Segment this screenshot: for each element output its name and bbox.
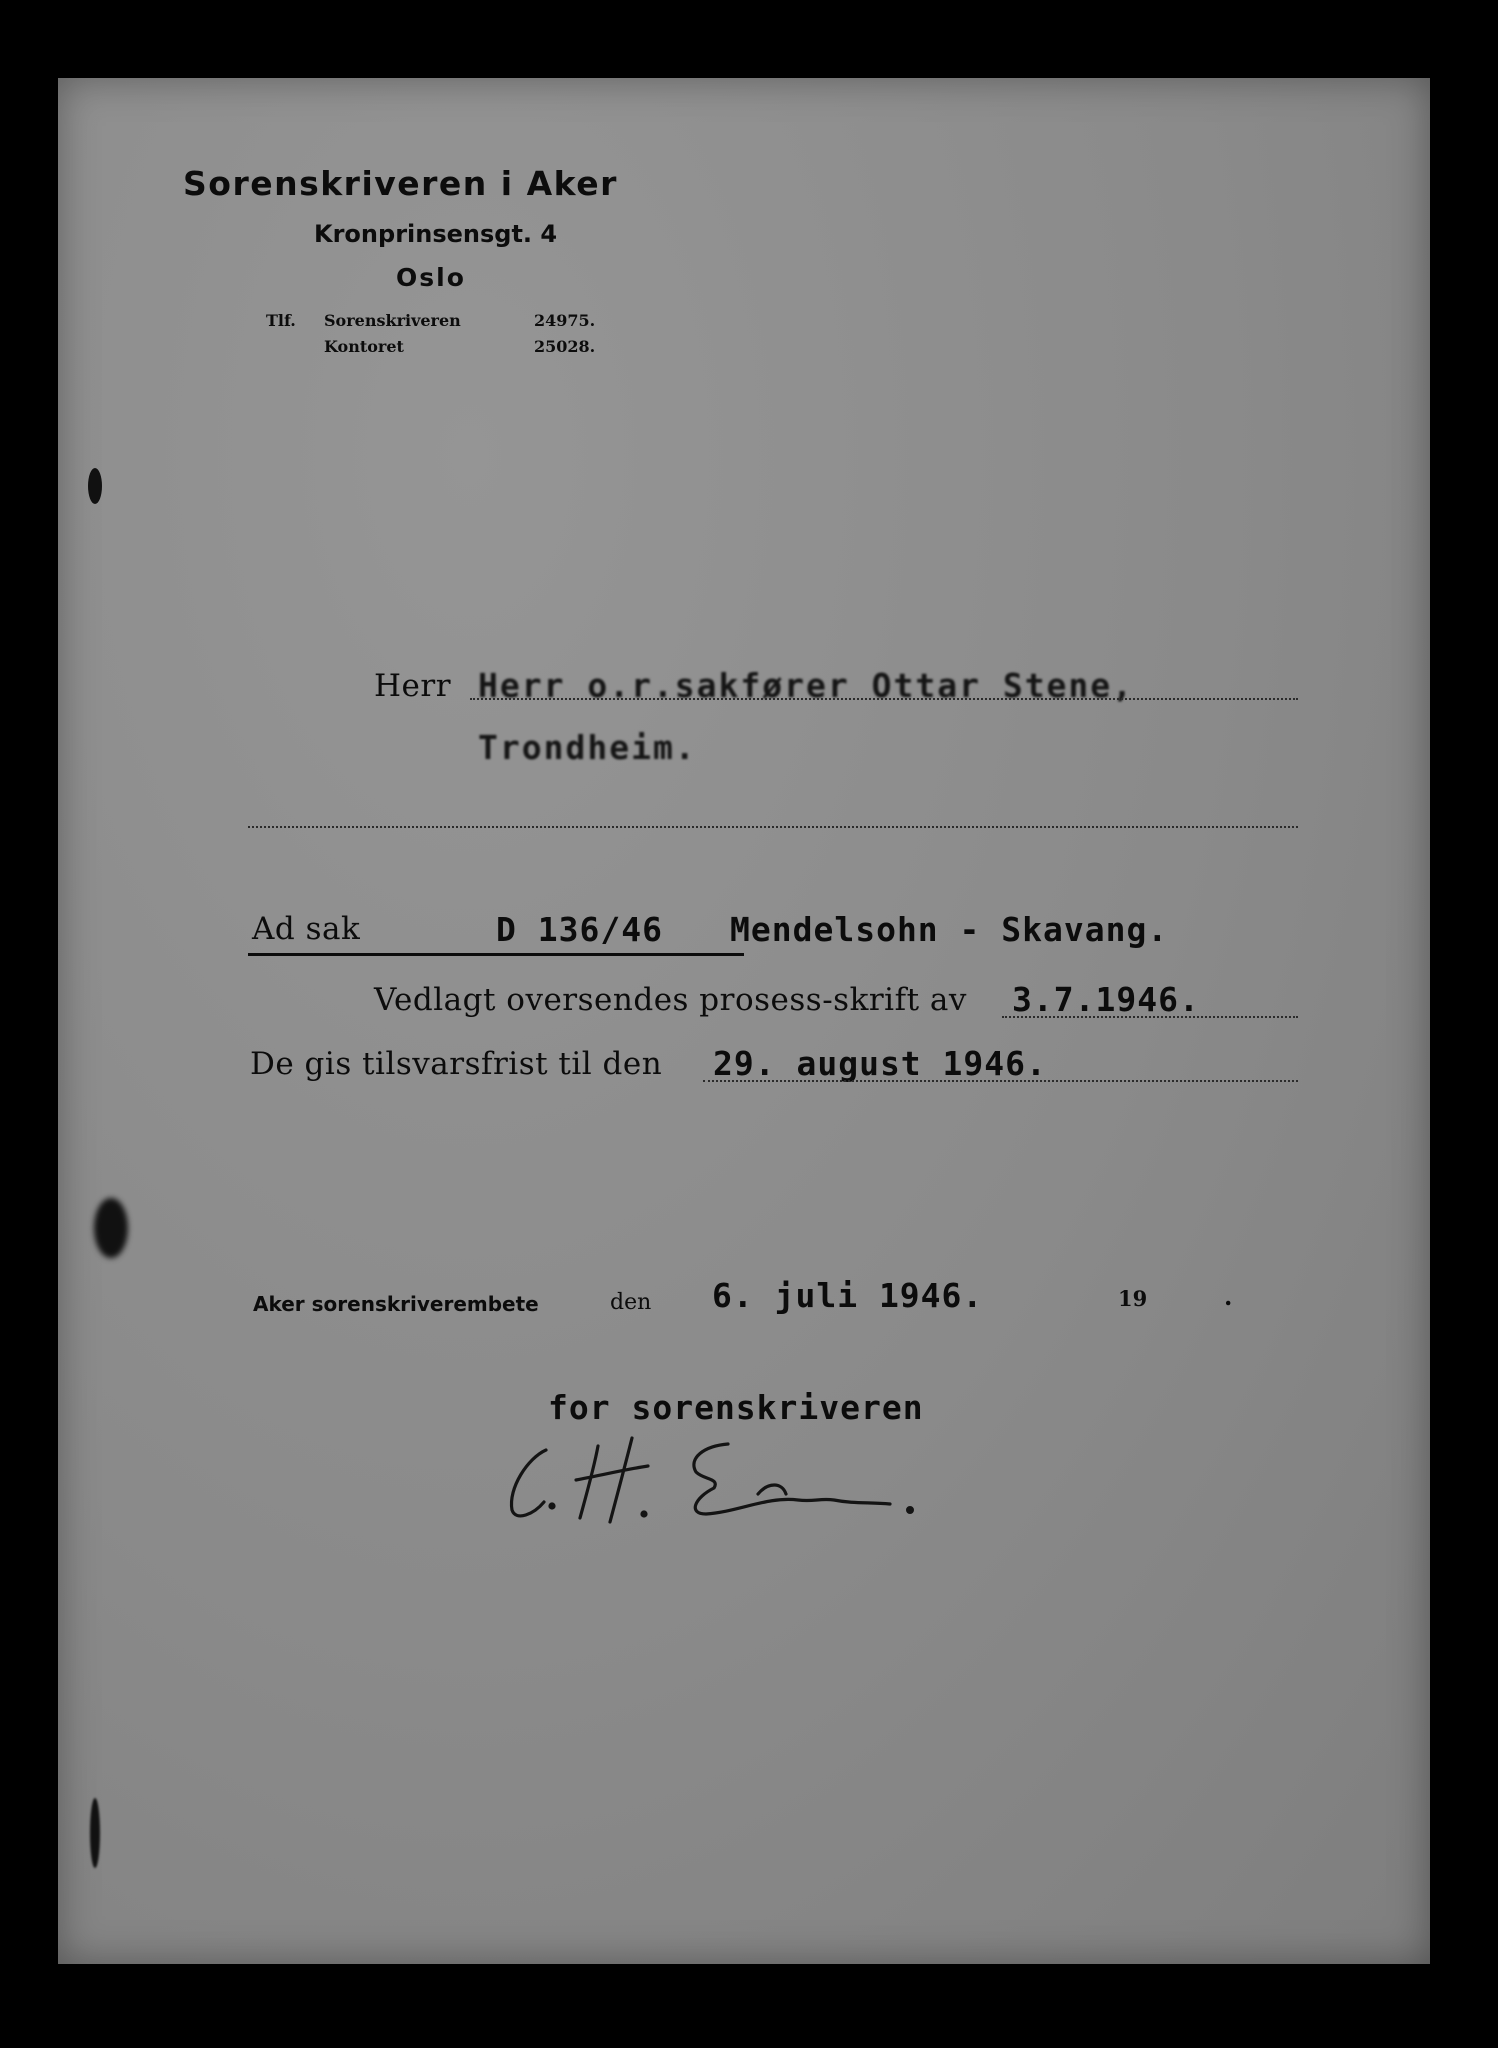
phone-number-sorenskriveren: 24975.: [534, 311, 596, 330]
recipient-line2: Trondheim.: [478, 728, 697, 767]
dateline-office: Aker sorenskriverembete: [253, 1292, 539, 1316]
phone-number-kontoret: 25028.: [534, 337, 596, 356]
dateline-end-dot: .: [1224, 1282, 1233, 1311]
recipient-dotted-line: [470, 698, 1298, 700]
case-underline: [248, 953, 744, 956]
phone-prefix: Tlf.: [266, 311, 296, 330]
case-label: Ad sak: [252, 911, 361, 947]
address-dotted-line: [248, 826, 1298, 828]
letterhead-city: Oslo: [396, 263, 466, 292]
body-line2-printed: De gis tilsvarsfrist til den: [250, 1046, 663, 1082]
phone-label-kontoret: Kontoret: [324, 337, 404, 356]
case-number: D 136/46: [496, 910, 663, 949]
letterhead-address: Kronprinsensgt. 4: [314, 220, 558, 248]
body-line1-date: 3.7.1946.: [1012, 980, 1200, 1019]
case-parties: Mendelsohn - Skavang.: [730, 910, 1169, 949]
handwritten-signature: [498, 1418, 918, 1528]
dateline-den: den: [610, 1290, 652, 1315]
document-page: [58, 78, 1430, 1964]
dateline-date: 6. juli 1946.: [712, 1276, 984, 1315]
body-line2-dotted: [703, 1080, 1298, 1082]
phone-label-sorenskriveren: Sorenskriveren: [324, 311, 461, 330]
dateline-year-prefix: 19: [1118, 1286, 1148, 1311]
letterhead-org-name: Sorenskriveren i Aker: [183, 164, 618, 203]
recipient-salutation: Herr: [374, 668, 452, 704]
body-line2-date: 29. august 1946.: [713, 1044, 1047, 1083]
signature-for-line: for sorenskriveren: [548, 1388, 924, 1427]
recipient-line1: Herr o.r.sakfører Ottar Stene,: [478, 666, 1135, 705]
ink-blot: [94, 1198, 128, 1258]
binding-mark-lower: [90, 1798, 100, 1868]
binding-mark: [88, 468, 102, 504]
body-line1-dotted: [1002, 1016, 1298, 1018]
body-line1-printed: Vedlagt oversendes prosess-skrift av: [374, 982, 967, 1018]
